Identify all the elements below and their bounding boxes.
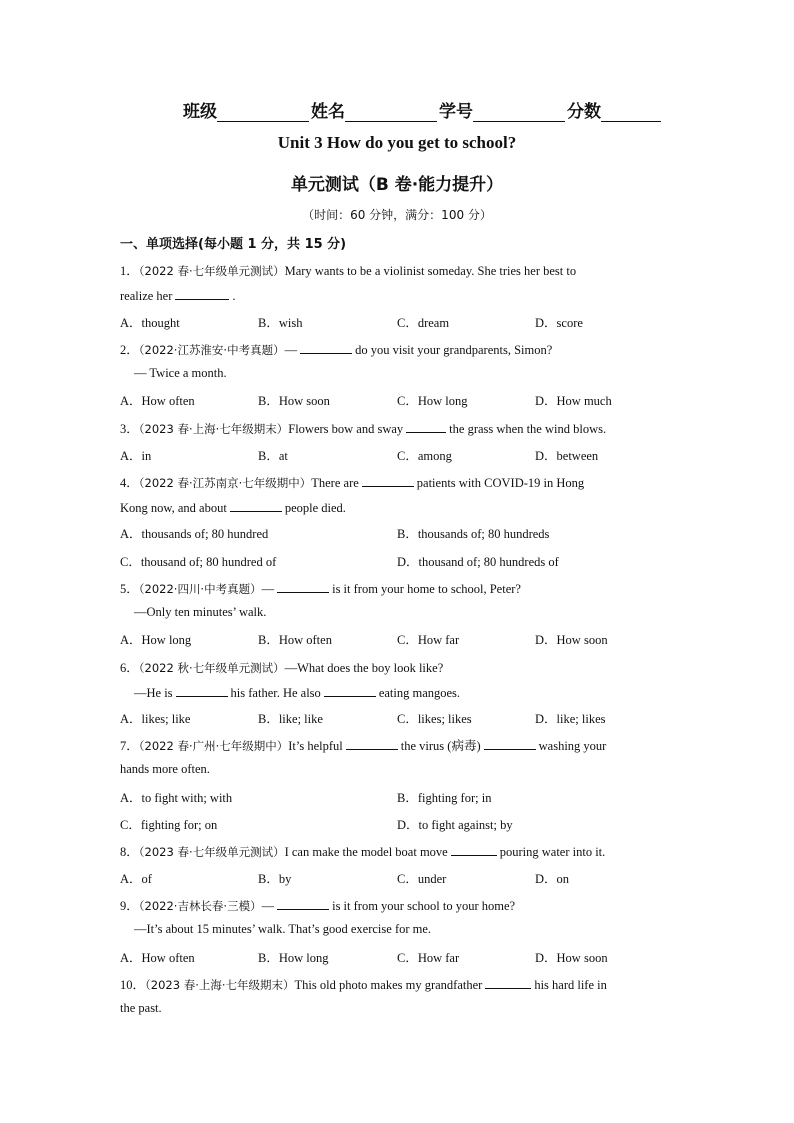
option-c: C．How far — [397, 951, 460, 965]
option-c: C．thousand of; 80 hundred of — [120, 555, 277, 569]
option-b: B．like; like — [258, 712, 323, 726]
option-b: B．by — [258, 872, 292, 886]
answer-blank — [406, 420, 446, 433]
option-d: D．on — [535, 872, 570, 886]
answer-blank — [362, 474, 414, 487]
option-b: B．How long — [258, 951, 329, 965]
question-3-stem: 3．（2023 春·上海·七年级期末）Flowers bow and sway the grass when the wind blows. — [120, 422, 607, 436]
option-d: D．How soon — [535, 951, 608, 965]
unit-title: Unit 3 How do you get to school? — [277, 133, 517, 152]
option-a: A．of — [120, 872, 152, 886]
answer-blank — [176, 684, 228, 697]
answer-blank — [230, 499, 282, 512]
id-label: 学号 — [439, 102, 473, 122]
option-a: A．to fight with; with — [120, 791, 233, 805]
question-5-reply: —Only ten minutes’ walk. — [134, 605, 267, 619]
option-a: A．in — [120, 449, 152, 463]
class-blank — [217, 104, 309, 122]
question-5-stem: 5．（2022·四川·中考真题）— is it from your home to school, Peter? — [120, 582, 521, 596]
question-2-reply: — Twice a month. — [134, 366, 227, 380]
option-d: D．between — [535, 449, 599, 463]
option-a: A．thought — [120, 316, 180, 330]
option-c: C．among — [397, 449, 452, 463]
option-b: B．at — [258, 449, 288, 463]
option-d: D．like; likes — [535, 712, 606, 726]
option-d: D．score — [535, 316, 583, 330]
question-2-stem: 2．（2022·江苏淮安·中考真题）— do you visit your grandparents, Simon? — [120, 343, 553, 357]
answer-blank — [451, 843, 497, 856]
answer-blank — [300, 341, 352, 354]
question-4-stem: 4．（2022 春·江苏南京·七年级期中）There are patients with COVID-19 in Hong — [120, 476, 585, 490]
id-blank — [473, 104, 565, 122]
question-10-stem-cont: the past. — [120, 1001, 162, 1015]
question-1-stem-cont: realize her . — [120, 289, 236, 303]
option-d: D．to fight against; by — [397, 818, 513, 832]
question-6-stem: 6．（2022 秋·七年级单元测试）—What does the boy look like? — [120, 661, 444, 675]
option-b: B．wish — [258, 316, 303, 330]
answer-blank — [277, 897, 329, 910]
section-heading: 一、单项选择(每小题 1 分，共 15 分) — [120, 237, 347, 252]
option-d: D．How soon — [535, 633, 608, 647]
score-label: 分数 — [567, 102, 601, 122]
option-c: C．dream — [397, 316, 450, 330]
option-c: C．How far — [397, 633, 460, 647]
option-b: B．How soon — [258, 394, 330, 408]
answer-blank — [485, 976, 531, 989]
question-9-stem: 9．（2022·吉林长春·三模）— is it from your school to your home? — [120, 899, 516, 913]
name-blank — [345, 104, 437, 122]
option-a: A．How long — [120, 633, 192, 647]
option-c: C．under — [397, 872, 447, 886]
option-a: A．thousands of; 80 hundred — [120, 527, 269, 541]
option-a: A．likes; like — [120, 712, 191, 726]
option-b: B．thousands of; 80 hundreds — [397, 527, 550, 541]
score-blank — [601, 104, 661, 122]
question-8-stem: 8．（2023 春·七年级单元测试）I can make the model boat move pouring water into it. — [120, 845, 606, 859]
question-7-stem-cont: hands more often. — [120, 762, 210, 776]
answer-blank — [484, 737, 536, 750]
option-d: D．thousand of; 80 hundreds of — [397, 555, 559, 569]
question-1-stem: 1．（2022 春·七年级单元测试）Mary wants to be a violinist someday. She tries her best to — [120, 264, 577, 278]
question-4-stem-cont: Kong now, and about people died. — [120, 501, 346, 515]
option-b: B．fighting for; in — [397, 791, 492, 805]
option-a: A．How often — [120, 394, 195, 408]
time-note: （时间：60 分钟，满分：100 分） — [302, 208, 492, 222]
option-a: A．How often — [120, 951, 195, 965]
student-info-line — [183, 97, 663, 122]
class-label: 班级 — [183, 102, 217, 122]
question-10-stem: 10．（2023 春·上海·七年级期末）This old photo makes my grandfather his hard life in — [120, 978, 607, 992]
option-b: B．How often — [258, 633, 332, 647]
question-9-reply: —It’s about 15 minutes’ walk. That’s good exercise for me. — [134, 922, 432, 936]
option-c: C．How long — [397, 394, 468, 408]
option-c: C．fighting for; on — [120, 818, 218, 832]
answer-blank — [277, 580, 329, 593]
test-title: 单元测试（B 卷·能力提升） — [290, 175, 504, 195]
option-c: C．likes; likes — [397, 712, 472, 726]
answer-blank — [324, 684, 376, 697]
option-d: D．How much — [535, 394, 612, 408]
question-6-reply: —He is his father. He also eating mangoes. — [134, 686, 461, 700]
question-7-stem: 7．（2022 春·广州·七年级期中）It’s helpful the virus (病毒) washing your — [120, 739, 607, 753]
name-label: 姓名 — [311, 102, 345, 122]
answer-blank — [346, 737, 398, 750]
answer-blank — [175, 287, 229, 300]
